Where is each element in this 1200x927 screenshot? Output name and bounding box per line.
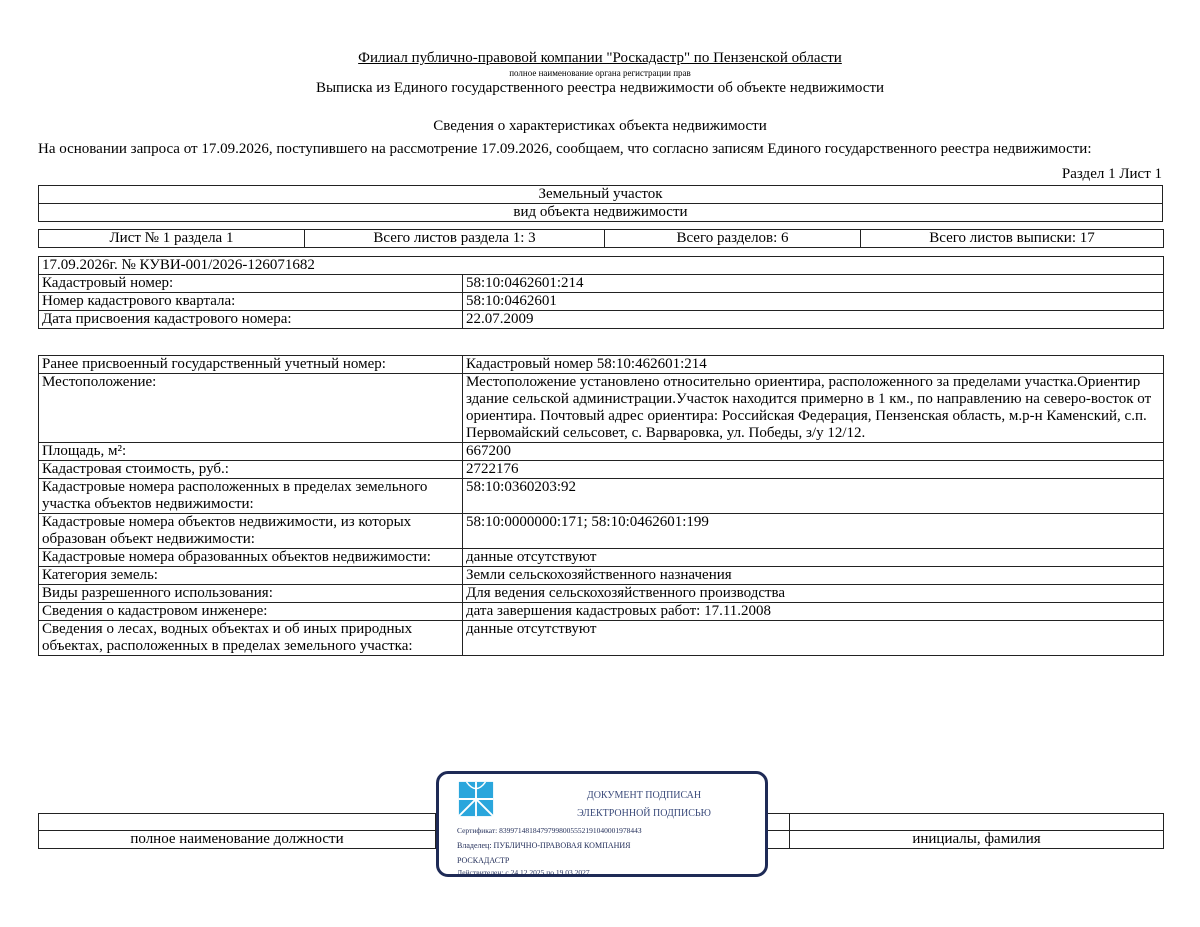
table-row [39, 461, 1164, 479]
char-label: Кадастровые номера расположенных в пределах земельного участка объектов недвижимости: [39, 479, 463, 514]
ident-label: Кадастровый номер: [39, 275, 463, 293]
char-value: 58:10:0000000:171; 58:10:0462601:199 [463, 514, 1164, 549]
organization-caption: полное наименование органа регистрации прав [509, 68, 691, 78]
char-label: Кадастровые номера образованных объектов недвижимости: [39, 549, 463, 567]
table-row [39, 356, 1164, 374]
stamp-owner-2: РОСКАДАСТР [457, 856, 510, 865]
char-label: Категория земель: [39, 567, 463, 585]
position-caption: полное наименование должности [39, 831, 436, 849]
char-value: 58:10:0360203:92 [463, 479, 1164, 514]
total-sections: Всего разделов: 6 [605, 230, 861, 248]
object-type-table [38, 185, 1163, 222]
table-row [39, 603, 1164, 621]
char-value: дата завершения кадастровых работ: 17.11.2008 [463, 603, 1164, 621]
char-value: Местоположение установлено относительно ориентира, расположенного за пределами участка.Ориентир здание сельской администрации.Участок находится примерно в 1 км., по направлению на северо-восток от ориентира. Почтовый адрес ориентира: Российская Федерация, Пензенская область, м.р-н Каменский, с.п. Первомайский сельсовет, с. Варваровка, ул. Победы, з/у 12/12. [463, 374, 1164, 443]
table-row [39, 549, 1164, 567]
char-label: Кадастровая стоимость, руб.: [39, 461, 463, 479]
section-sheet-label: Раздел 1 Лист 1 [1061, 166, 1162, 182]
total-extract-sheets: Всего листов выписки: 17 [861, 230, 1164, 248]
table-row [39, 514, 1164, 549]
table-row [39, 443, 1164, 461]
object-type: Земельный участок [39, 186, 1163, 204]
name-caption: инициалы, фамилия [790, 831, 1164, 849]
char-label: Ранее присвоенный государственный учетный номер: [39, 356, 463, 374]
sheet-number: Лист № 1 раздела 1 [39, 230, 305, 248]
organization-name: Филиал публично-правовой компании "Роскадастр" по Пензенской области [358, 50, 842, 66]
table-row [39, 479, 1164, 514]
section-title: Сведения о характеристиках объекта недвижимости [433, 118, 767, 134]
char-value: Кадастровый номер 58:10:462601:214 [463, 356, 1164, 374]
char-value: данные отсутствуют [463, 549, 1164, 567]
stamp-validity: Действителен: с 24.12.2025 по 19.03.2027 [457, 868, 590, 877]
table-row [39, 374, 1164, 443]
document-reference: 17.09.2026г. № КУВИ-001/2026-126071682 [39, 257, 1164, 275]
char-label: Виды разрешенного использования: [39, 585, 463, 603]
char-label: Сведения о кадастровом инженере: [39, 603, 463, 621]
table-row [39, 621, 1164, 656]
char-label: Сведения о лесах, водных объектах и об иных природных объектах, расположенных в пределах земельного участка: [39, 621, 463, 656]
basis-text: На основании запроса от 17.09.2026, поступившего на рассмотрение 17.09.2026, сообщаем, что согласно записям Единого государственного реестра недвижимости: [38, 141, 1092, 157]
char-value: Для ведения сельскохозяйственного производства [463, 585, 1164, 603]
char-value: 2722176 [463, 461, 1164, 479]
ident-value: 58:10:0462601:214 [463, 275, 1164, 293]
stamp-owner: Владелец: ПУБЛИЧНО-ПРАВОВАЯ КОМПАНИЯ [457, 841, 631, 850]
ident-label: Дата присвоения кадастрового номера: [39, 311, 463, 329]
name-field [790, 814, 1164, 831]
char-label: Местоположение: [39, 374, 463, 443]
ident-value: 58:10:0462601 [463, 293, 1164, 311]
stamp-line-1: ДОКУМЕНТ ПОДПИСАН [586, 790, 702, 801]
total-section-sheets: Всего листов раздела 1: 3 [305, 230, 605, 248]
char-value: данные отсутствуют [463, 621, 1164, 656]
char-value: 667200 [463, 443, 1164, 461]
char-label: Площадь, м²: [39, 443, 463, 461]
extract-title: Выписка из Единого государственного реестра недвижимости об объекте недвижимости [315, 80, 885, 96]
char-value: Земли сельскохозяйственного назначения [463, 567, 1164, 585]
ident-label: Номер кадастрового квартала: [39, 293, 463, 311]
char-label: Кадастровые номера объектов недвижимости, из которых образован объект недвижимости: [39, 514, 463, 549]
table-row [39, 567, 1164, 585]
position-field [39, 814, 436, 831]
object-type-caption: вид объекта недвижимости [39, 204, 1163, 222]
identification-table [38, 256, 1164, 329]
stamp-line-2: ЭЛЕКТРОННОЙ ПОДПИСЬЮ [577, 808, 711, 819]
stamp-certificate: Сертификат: 8399714818479799800555219104000197844З [457, 826, 642, 835]
electronic-signature-stamp [436, 771, 768, 877]
rosreestr-logo-icon [457, 780, 495, 818]
ident-value: 22.07.2009 [463, 311, 1164, 329]
characteristics-table [38, 355, 1164, 656]
sheets-table [38, 229, 1164, 248]
table-row [39, 585, 1164, 603]
